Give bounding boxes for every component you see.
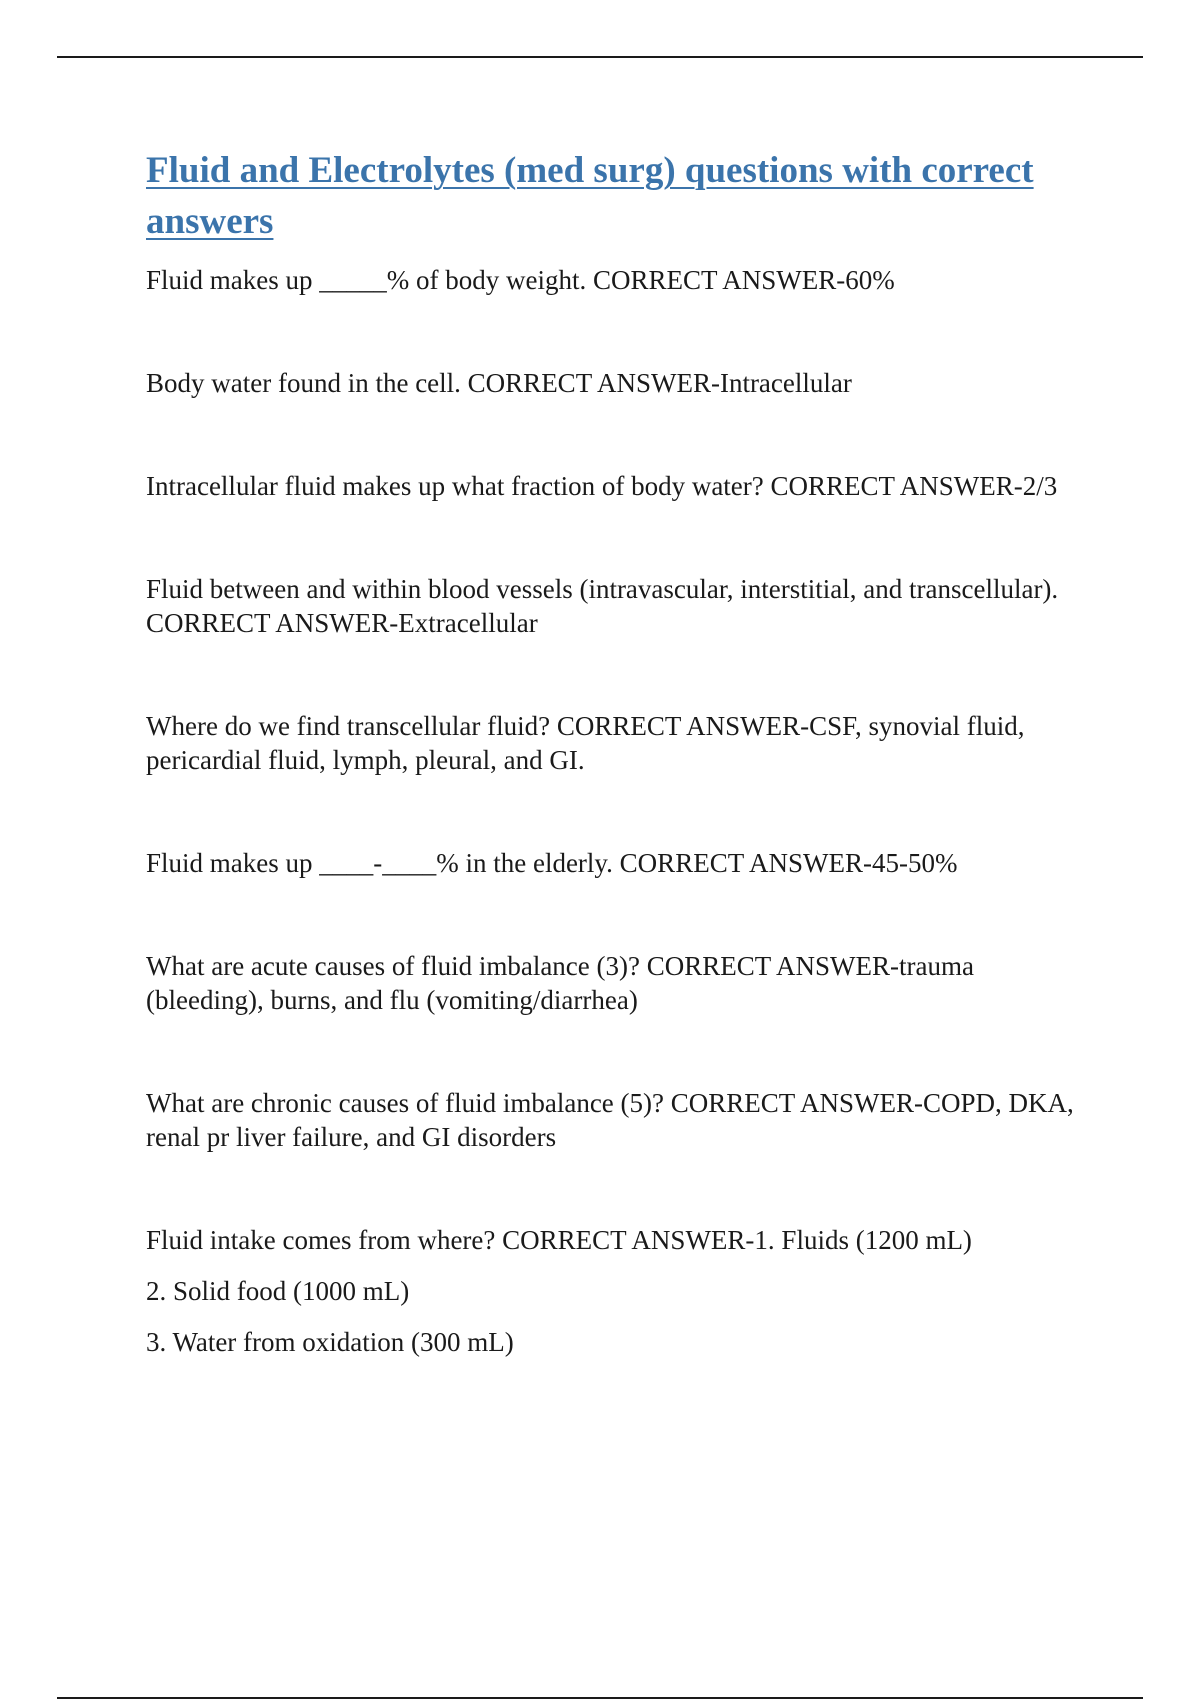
question-list [146,263,1076,1359]
qa-item [146,263,1076,297]
qa-answer-line: 3. Water from oxidation (300 mL) [146,1327,514,1357]
qa-text: Body water found in the cell. CORRECT ANSWER-Intracellular [146,368,852,398]
qa-text: Intracellular fluid makes up what fraction of body water? CORRECT ANSWER-2/3 [146,471,1058,501]
qa-item [146,846,1076,880]
qa-item [146,469,1076,503]
qa-item [146,949,1076,1017]
qa-item [146,572,1076,640]
qa-text: What are acute causes of fluid imbalance (3)? CORRECT ANSWER-trauma (bleeding), burns, and flu (vomiting/diarrhea) [146,951,974,1015]
header-rule [57,56,1143,58]
document-body [146,145,1076,1428]
qa-text: Fluid makes up ____-____% in the elderly. CORRECT ANSWER-45-50% [146,848,958,878]
qa-text: Fluid intake comes from where? CORRECT ANSWER-1. Fluids (1200 mL) [146,1225,972,1255]
qa-item [146,366,1076,400]
qa-answer-line: 2. Solid food (1000 mL) [146,1276,410,1306]
qa-text: Where do we find transcellular fluid? CORRECT ANSWER-CSF, synovial fluid, pericardial fluid, lymph, pleural, and GI. [146,711,1025,775]
footer-rule [57,1697,1143,1699]
qa-text: Fluid makes up _____% of body weight. CORRECT ANSWER-60% [146,265,895,295]
qa-item [146,709,1076,777]
document-title[interactable]: Fluid and Electrolytes (med surg) questions with correct answers [146,150,1034,242]
qa-text: Fluid between and within blood vessels (intravascular, interstitial, and transcellular). CORRECT ANSWER-Extracellular [146,574,1059,638]
qa-item [146,1223,1076,1359]
qa-item [146,1086,1076,1154]
qa-text: What are chronic causes of fluid imbalance (5)? CORRECT ANSWER-COPD, DKA, renal pr liver failure, and GI disorders [146,1088,1074,1152]
